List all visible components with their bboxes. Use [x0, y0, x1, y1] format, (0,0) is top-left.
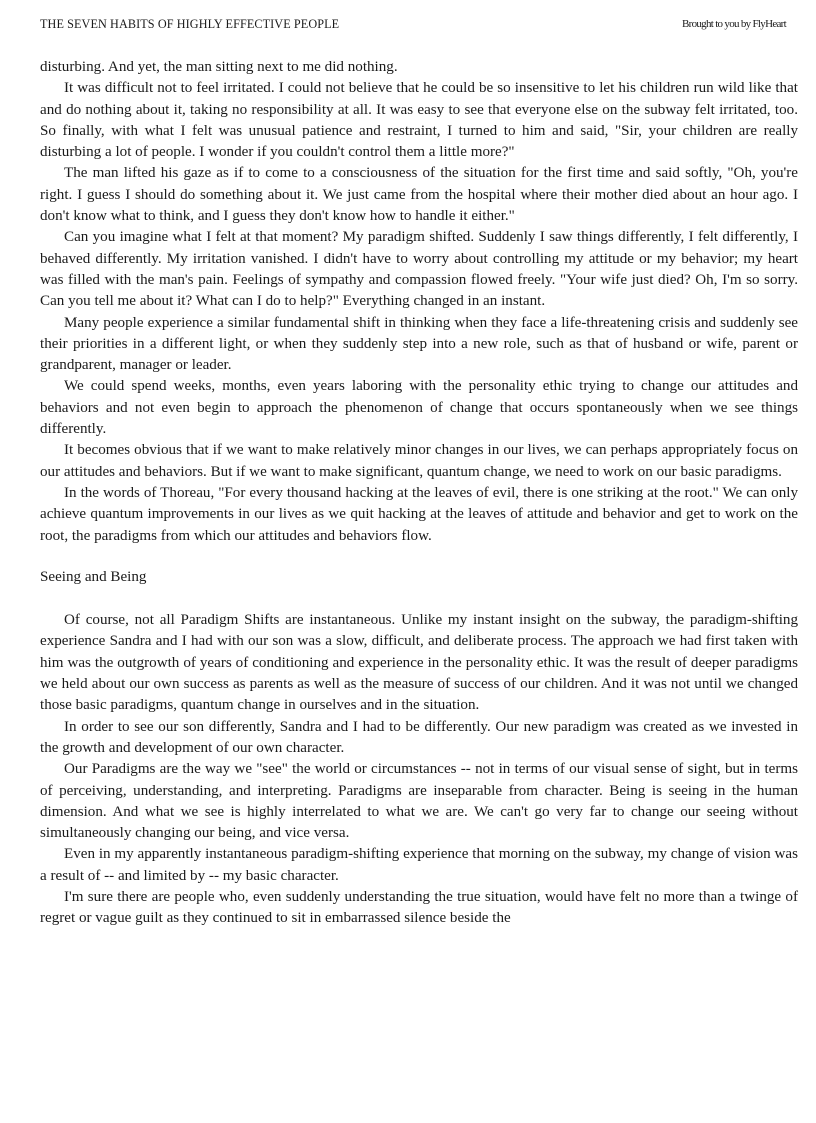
paragraph: The man lifted his gaze as if to come to a consciousness of the situation for the first time and said softly, "Oh, you're right. I guess I should do something about it. We just came from the hospital where their mother died about an hour ago. I don't know what to think, and I guess they don't know how to handle it either." [40, 165, 798, 225]
paragraph: Our Paradigms are the way we "see" the world or circumstances -- not in terms of our visual sense of sight, but in terms of perceiving, understanding, and interpreting. Paradigms are inseparable from character. Being is seeing in the human dimension. And what we see is highly interrelated to what we are. We can't go very far to change our seeing without simultaneously changing our being, and vice versa. [40, 761, 798, 842]
running-header-credit: Brought to you by FlyHeart [681, 18, 786, 30]
paragraph: Can you imagine what I felt at that moment? My paradigm shifted. Suddenly I saw things differently, I felt differently, I behaved differently. My irritation vanished. I didn't have to worry about controlling my attitude or my behavior; my heart was filled with the man's pain. Feelings of sympathy and compassion flowed freely. "Your wife just died? Oh, I'm so sorry. Can you tell me about it? What can I do to help?" Everything changed in an instant. [40, 229, 798, 310]
paragraph: I'm sure there are people who, even suddenly understanding the true situation, would have felt no more than a twinge of regret or vague guilt as they continued to sit in embarrassed silence beside the [40, 888, 798, 927]
paragraph: It was difficult not to feel irritated. I could not believe that he could be so insensitive to let his children run wild like that and do nothing about it, taking no responsibility at all. It was easy to see that everyone else on the subway felt irritated, too. So finally, with what I felt was unusual patience and restraint, I turned to him and said, "Sir, your children are really disturbing a lot of people. I wonder if you couldn't control them a little more?" [40, 80, 798, 161]
body-text [40, 57, 798, 930]
running-header-title: THE SEVEN HABITS OF HIGHLY EFFECTIVE PEOPLE [40, 17, 340, 31]
paragraph: Many people experience a similar fundamental shift in thinking when they face a life-threatening crisis and suddenly see their priorities in a different light, or when they suddenly step into a new role, such as that of husband or wife, parent or grandparent, manager or leader. [40, 314, 798, 374]
paragraph: It becomes obvious that if we want to make relatively minor changes in our lives, we can perhaps appropriately focus on our attitudes and behaviors. But if we want to make significant, quantum change, we need to work on our basic paradigms. [40, 442, 798, 480]
paragraph: We could spend weeks, months, even years laboring with the personality ethic trying to change our attitudes and behaviors and not even begin to approach the phenomenon of change that occurs spontaneously when we see things differently. [40, 378, 798, 438]
paragraph: In the words of Thoreau, "For every thousand hacking at the leaves of evil, there is one striking at the root." We can only achieve quantum improvements in our lives as we quit hacking at the leaves of attitude and behavior and get to work on the root, the paradigms from which our attitudes and behaviors flow. [40, 484, 798, 544]
paragraph: Of course, not all Paradigm Shifts are instantaneous. Unlike my instant insight on the subway, the paradigm-shifting experience Sandra and I had with our son was a slow, difficult, and deliberate process. The approach we had first taken with him was the outgrowth of years of conditioning and experience in the personality ethic. It was the result of deeper paradigms we held about our own success as parents as well as the measure of success of our children. And it was not until we changed those basic paradigms, quantum change in ourselves and in the situation. [40, 612, 798, 714]
paragraph: disturbing. And yet, the man sitting next to me did nothing. [40, 59, 398, 75]
paragraph: In order to see our son differently, Sandra and I had to be differently. Our new paradigm was created as we invested in the growth and development of our own character. [40, 718, 798, 756]
paragraph: Even in my apparently instantaneous paradigm-shifting experience that morning on the subway, my change of vision was a result of -- and limited by -- my basic character. [40, 846, 798, 884]
section-heading: Seeing and Being [40, 568, 147, 585]
